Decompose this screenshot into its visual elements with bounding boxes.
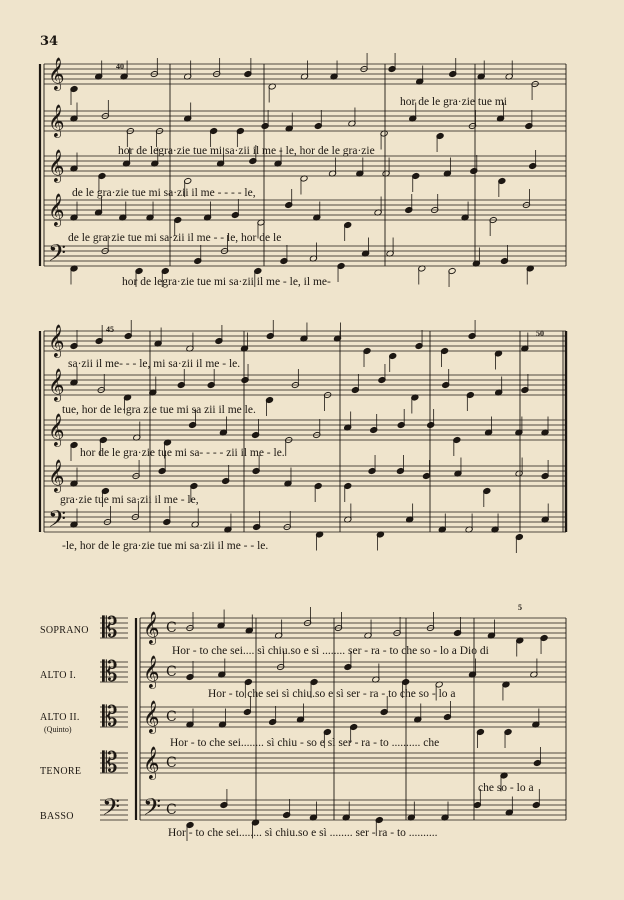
lyric-line: che so - lo a [478, 782, 534, 794]
lyric-line: de le gra·zie tue mi sa·zii il me - - - - le, [72, 187, 256, 199]
voice-label-soprano: SOPRANO [40, 625, 89, 636]
common-time-icon: C [166, 802, 177, 818]
measure-number: 50 [536, 329, 544, 338]
voice-label-tenore: TENORE [40, 766, 82, 777]
measure-number: 45 [106, 325, 114, 334]
treble-clef-icon: 𝄞 [48, 149, 65, 182]
common-time-icon: C [166, 709, 177, 725]
voice-sublabel-quinto: (Quinto) [44, 725, 72, 734]
lyric-line: -le, hor de le gra·zie tue mi sa·zii il me - - le. [62, 540, 269, 552]
treble-clef-icon: 𝄞 [143, 611, 160, 644]
voice-label-alto-1: ALTO I. [40, 670, 76, 681]
bass-clef-icon: 𝄢 [48, 239, 67, 272]
measure-number: 40 [116, 62, 124, 71]
treble-clef-icon: 𝄞 [48, 104, 65, 137]
c-clef-icon: 𝄡 [102, 611, 118, 644]
c-clef-icon: 𝄡 [102, 700, 118, 733]
lyric-line: gra·zie tue mi sa·zii il me - le, [60, 494, 199, 506]
voice-label-alto-2: ALTO II. [40, 712, 80, 723]
treble-clef-icon: 𝄞 [143, 746, 160, 779]
bass-clef-icon: 𝄢 [48, 505, 67, 538]
c-clef-icon: 𝄡 [102, 655, 118, 688]
voice-label-basso: BASSO [40, 811, 74, 822]
lyric-line: tue, hor de le·gra zie tue mi sa zii il me le. [62, 404, 256, 416]
treble-clef-icon: 𝄞 [48, 368, 65, 401]
lyric-line: Hor - to che sei sì chiu.so e sì ser - ra - to che so - lo a [208, 688, 456, 700]
common-time-icon: C [166, 755, 177, 771]
lyric-line: Hor - to che sei........ sì chiu.so e sì ........ ser - ra - to .......... [168, 827, 438, 839]
c-clef-icon: 𝄡 [102, 746, 118, 779]
treble-clef-icon: 𝄞 [143, 655, 160, 688]
lyric-line: Hor - to che sei.... sì chiu.so e sì ........ ser - ra - to che so - lo a Dio di [172, 645, 489, 657]
treble-clef-icon: 𝄞 [48, 459, 65, 492]
treble-clef-icon: 𝄞 [48, 57, 65, 90]
lyric-line: de le gra·zie tue mi sa·zii il me - - le, hor de le [68, 232, 282, 244]
lyric-line: hor de le gra·zie tue mi [400, 96, 507, 108]
bass-clef-icon: 𝄢 [102, 793, 121, 826]
page-number: 34 [40, 34, 59, 49]
lyric-line: hor de le gra·zie tue mi sa- - - - zii il me - le. [80, 447, 285, 459]
common-time-icon: C [166, 620, 177, 636]
measure-number: 5 [518, 603, 522, 612]
lyric-line: hor de legra·zie tue mi sa·zii il me - le, il me- [122, 276, 331, 288]
treble-clef-icon: 𝄞 [143, 700, 160, 733]
treble-clef-icon: 𝄞 [48, 324, 65, 357]
treble-clef-icon: 𝄞 [48, 413, 65, 446]
lyric-line: sa·zii il me- - - le, mi sa·zii il me - le. [68, 358, 241, 370]
treble-clef-icon: 𝄞 [48, 193, 65, 226]
common-time-icon: C [166, 664, 177, 680]
lyric-line: Hor - to che sei........ sì chiu - so e sì ser - ra - to .......... che [170, 737, 440, 749]
bass-clef-icon: 𝄢 [143, 793, 162, 826]
lyric-line: hor de legra·zie tue mi sa·zii il me - le, hor de le gra·zie [118, 145, 375, 157]
